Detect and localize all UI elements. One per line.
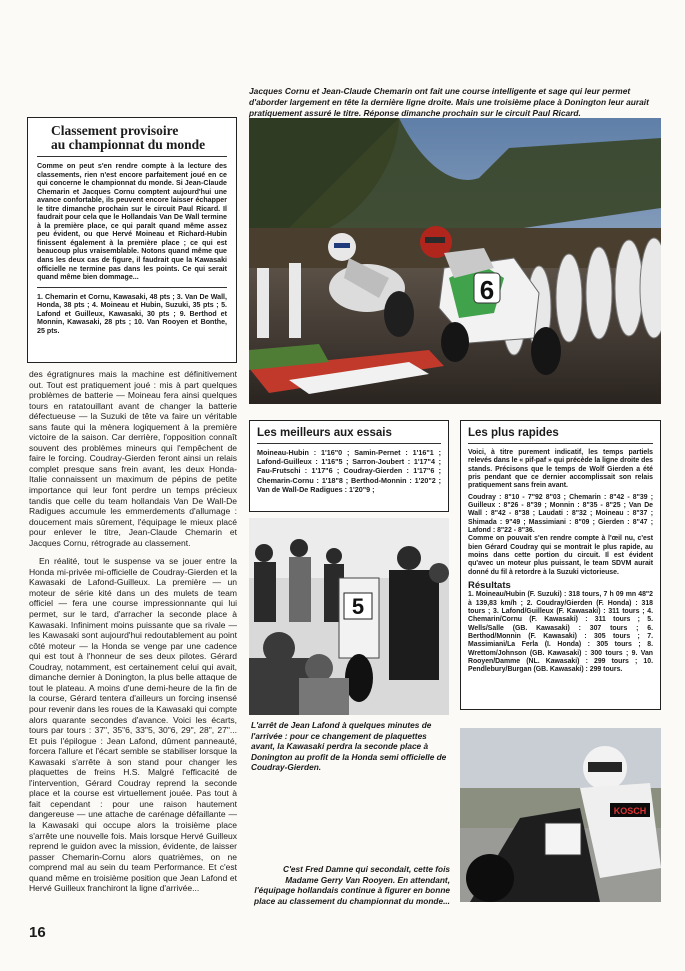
meilleurs-title: Les meilleurs aux essais [257, 427, 392, 439]
plus-rapides-intro: Voici, à titre purement indicatif, les temps partiels relevés dans le « pif-paf » qui précède la ligne droite des stands. Précisons que le temps de Wolf Gierden a été pris pendant que ce dernier accomplissait son relais pratiquement sans frein avant. [468, 449, 653, 490]
classement-body: Comme on peut s'en rendre compte à la lecture des classements, rien n'est encore parfaitement joué en ce qui concerne le championnat du monde. Si Jean-Claude Chemarin et Jacques Cornu comptent aujourd'hui une avance confortable, ils peuvent encore laisser échapper le titre dimanche prochain sur le circuit Paul Ricard. Il faudrait pour cela que le Hollandais Van De Wall termine à la première place, ce qui paraît quand même assez peu évident, ou que Hervé Moineau et Richard-Hubin finissent également à la première place ; ce qui est beaucoup plus vraisemblable. Notons quand même que dans les deux cas de figure, il faudrait que la Kawasaki officielle ne termine pas dans les points. Ce qui serait quand même bien dommage... [37, 162, 227, 282]
top-photo-caption: Jacques Cornu et Jean-Claude Chemarin ont fait une course intelligente et sage qui leur permet d'aborder largement en tête la dernière ligne droite. Mais une troisième place à Donington leur aurait pratiquement assuré le titre. Réponse dimanche prochain sur le circuit Paul Ricard. [249, 86, 649, 118]
plus-rapides-title: Les plus rapides [468, 427, 559, 439]
classement-title-line2: au championnat du monde [51, 137, 206, 152]
race-number-6: 6 [479, 275, 495, 305]
pit-stop-caption: L'arrêt de Jean Lafond à quelques minutes de l'arrivée : pour ce changement de plaquettes avant, la Kawasaki perdra la seconde place à Donington au profit de la Honda semi officielle de Coudray-Gierden. [251, 720, 447, 773]
article-paragraph-1: des égratignures mais la machine est définitivement out. Tout est pratiquement joué : mis à part quelques problèmes de batterie — Moineau fera ainsi quelques tours en ratatouillant avant de changer la batterie défectueuse — la Suzuki de tête va faire un véritable sans faute qui la mènera logiquement à la première victoire de la saison. Car derrière, l'opposition connaît souvent des problèmes mineurs qui l'empêchent de faire le forcing. Coudray-Gierden feront ainsi un relais complet presque sans frein avant, les deux Honda-Italie connaissent un maximum de pépins de petite importance qui leur font perdre un temps précieux tandis que celle du team hollandais Van De Wall-De Radigues accumule les emmerdements d'allumage : doucement mais sûrement, l'équipage le mieux placé pour enlever le titre, Jean-Claude Chemarin et Jacques Cornu, rétrograde au classement. [29, 369, 237, 548]
plus-rapides-comment: Comme on pouvait s'en rendre compte à l'œil nu, c'est bien Gérard Coudray qui se montrait le plus rapide, au moins dans cette portion du circuit. Il est évident qu'avec un moteur plus puissant, le team SDVM aurait donné du fil à retordre à la Suzuki victorieuse. [468, 535, 653, 576]
rider-photo [460, 728, 661, 902]
article-body [29, 369, 237, 917]
pit-stop-photo [249, 518, 449, 715]
classement-standings: 1. Chemarin et Cornu, Kawasaki, 48 pts ; 3. Van De Wall, Honda, 38 pts ; 4. Moineau et Hubin, Suzuki, 35 pts ; 5. Lafond et Guilleux, Kawasaki, 30 pts ; 9. Berthod et Monnin, Kawasaki, 28 pts ; 10. Van Rooyen et Bonthe, 25 pts. [37, 292, 227, 336]
article-paragraph-2: En réalité, tout le suspense va se jouer entre la Honda mi-privée mi-officielle de Coudray-Gierden et la Kawasaki de Lafond-Guilleux. La première — un moteur de série kité dans un des mulets de team officiel — fera une course impressionnante qui lui permet, sur le tard, d'arracher la seconde place à Kawasaki. Infiniment moins puissante que sa rivale — les Kawasaki sont aujourd'hui redoutablement au point côté moteur — la Honda se venge par une cadence qui est tout à l'honneur de ses deux pilotes. Gérard Coudray, notamment, est certainement celui qui avait, dimanche dernier à Donington, la plus belle attaque de tout le plateau. A moins d'une demi-heure de la fin de la course, Gérard tentera d'ailleurs un forcing insensé pour revenir dans les roues de la Kawasaki qui compte alors quarante secondes d'avance. Voici les écarts, tours par tours : 37", 35"6, 33"5, 30"6, 29", 28", 27"... Et puis l'épilogue : Jean Lafond, dûment panneauté, forcera l'allure et l'écart semble se stabiliser lorsque la Kawasaki s'arrête à son stand pour changer les plaquettes de freins H.S. Malgré l'efficacité de l'intervention, Gérard Coudray reprend la seconde place et la course est virtuellement jouée. Pas tout à fait cependant : pour une raison hautement dangereuse — une attache de carénage défaillante — la Kawasaki qui occupe alors la troisième place s'arrête une nouvelle fois. Mais lorsque Hervé Guilleux reprend le guidon avec la mission, évidente, de laisser passer Chemarin-Cornu alors quatrièmes, on ne comprend mal au sein du team Performance. Et c'est quand même en troisième position que Jean Lafond et Hervé Guilleux franchiront la ligne d'arrivée... [29, 556, 237, 894]
race-photo [249, 118, 661, 404]
plus-rapides-box [460, 420, 661, 710]
classement-title-line1: Classement provisoire [51, 123, 179, 138]
results-title: Résultats [468, 580, 511, 592]
page-number: 16 [29, 924, 46, 941]
meilleurs-essais-box [249, 420, 449, 512]
bottom-caption: C'est Fred Damne qui secondait, cette fois Madame Gerry Van Rooyen. En attendant, l'équipage hollandais continue à figurer en bonne place au classement du championnat du monde... [254, 864, 450, 906]
classement-box [27, 117, 237, 363]
meilleurs-body: Moineau-Hubin : 1'16"0 ; Samin-Pernet : 1'16"1 ; Lafond-Guilleux : 1'16"5 ; Sarron-Joubert : 1'17"4 ; Fau-Frutschi : 1'17"6 ; Coudray-Gierden : 1'17"6 ; Chemarin-Cornu : 1'18"8 ; Berthod-Monnin : 1'20"2 ; Van de Wall-De Radigues : 1'20"9 ; [257, 448, 441, 494]
results-list: 1. Moineau/Hubin (F. Suzuki) : 318 tours, 7 h 09 mn 48"2 à 139,83 km/h ; 2. Coudray/Gierden (F. Honda) : 318 tours ; 3. Lafond/Guilleux (F. Kawasaki) : 311 tours ; 4. Chemarin/Cornu (F. Kawasaki) : 311 tours ; 5. Wells/Salle (GB. Kawasaki) : 307 tours ; 6. Berthod/Monnin (F. Kawasaki) : 305 tours ; 7. Massimiani/La Ferla (I. Honda) : 305 tours ; 8. Wrettom/Johnson (GB. Kawasaki) : 300 tours ; 9. Van Rooyen/Damme (NL. Kawasaki) : 299 tours ; 10. Pendlebury/Burgan (GB. Kawasaki) : 299 tours. [468, 591, 653, 674]
pit-race-number: 5 [351, 594, 365, 619]
leathers-text: KOSCH [613, 806, 647, 816]
plus-rapides-times: Coudray : 8"10 - 7"92 8"03 ; Chemarin : 8"42 - 8"39 ; Guilleux : 8"26 - 8"39 ; Monnin : 8"35 - 8"25 ; Van De Wall : 8"42 - 8"38 ; Laudati : 8"32 ; Moineau : 8"37 ; Shimada : 9"49 ; Massimiani : 8"09 ; Gierden : 8"47 ; Lafond : 8"22 - 8"36. [468, 493, 653, 535]
